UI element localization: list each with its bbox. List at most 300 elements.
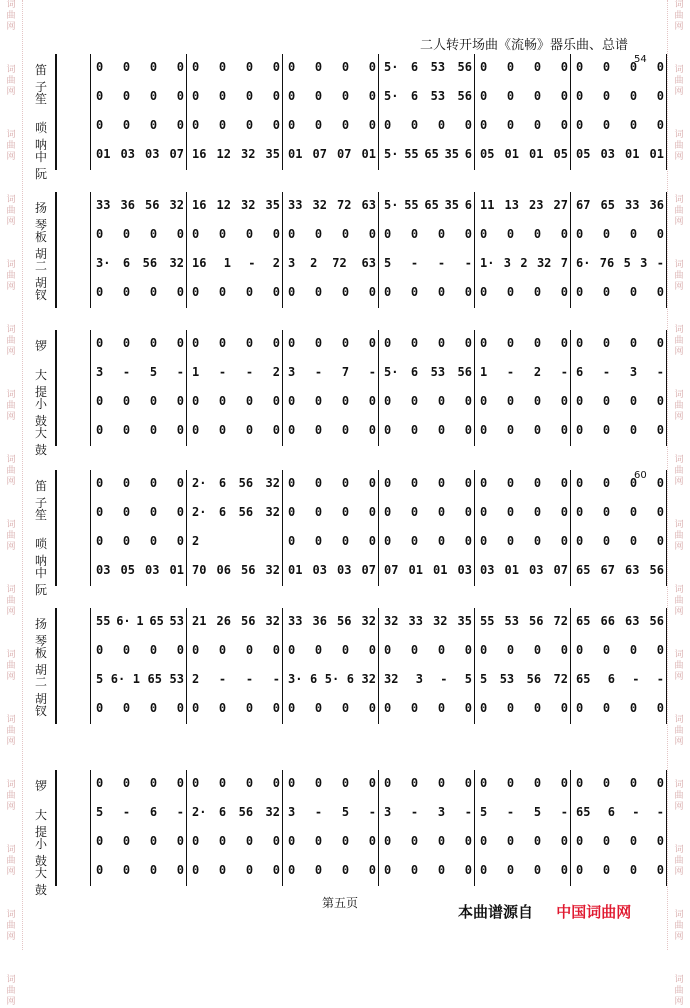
note-token: 0 xyxy=(576,227,584,241)
note-token: 5· xyxy=(384,60,399,74)
note-token: 0 xyxy=(533,863,542,877)
note-token: 55 xyxy=(404,147,419,161)
note-token: 27 xyxy=(553,198,568,212)
instrument-staff xyxy=(30,557,664,597)
watermark-group: 词 曲 网 xyxy=(6,390,16,422)
watermark-group: 词 曲 网 xyxy=(674,715,684,747)
note-token: 0 xyxy=(410,505,419,519)
note-token: - xyxy=(437,256,446,270)
note-token: 0 xyxy=(384,118,392,132)
note-token: 0 xyxy=(384,863,392,877)
note-token: 0 xyxy=(314,89,323,103)
note-token: 0 xyxy=(656,863,664,877)
note-token: 0 xyxy=(341,423,350,437)
note-token: 1 xyxy=(480,365,488,379)
note-token: 0 xyxy=(341,776,350,790)
note-token: 65 xyxy=(147,672,162,686)
barline xyxy=(90,470,91,499)
instrument-label: 锣 xyxy=(34,339,47,353)
score-title: 二人转开场曲《流畅》器乐曲、总谱 xyxy=(420,38,629,53)
barline xyxy=(90,417,91,446)
barline xyxy=(90,528,91,557)
note-token: - xyxy=(176,365,184,379)
note-token: - xyxy=(560,805,568,819)
note-token: 65 xyxy=(424,198,439,212)
measure xyxy=(572,336,668,350)
note-token: 03 xyxy=(96,563,111,577)
measure xyxy=(380,643,476,657)
note-token: 5 xyxy=(533,805,542,819)
note-token: 3 xyxy=(288,365,296,379)
note-token: - xyxy=(464,805,472,819)
measure xyxy=(476,227,572,241)
notes-row xyxy=(92,643,667,663)
note-token: - xyxy=(656,805,664,819)
note-token: 0 xyxy=(384,285,392,299)
note-token: 0 xyxy=(122,285,131,299)
measure xyxy=(188,118,284,132)
instrument-label: 钗 xyxy=(34,288,47,302)
note-token: 0 xyxy=(656,423,664,437)
note-token: 0 xyxy=(656,60,664,74)
measure xyxy=(476,834,572,848)
note-token: 0 xyxy=(602,701,611,715)
note-token: 0 xyxy=(314,701,323,715)
note-token: 0 xyxy=(656,476,664,490)
note-token: 32 xyxy=(265,476,280,490)
measure xyxy=(476,776,572,790)
note-token: 0 xyxy=(96,118,104,132)
note-token: 0 xyxy=(480,60,488,74)
note-token: 32 xyxy=(265,505,280,519)
note-token: 0 xyxy=(576,423,584,437)
note-token: 0 xyxy=(464,394,472,408)
note-token: 0 xyxy=(341,336,350,350)
watermark-group: 词 曲 网 xyxy=(6,585,16,617)
measure xyxy=(92,776,188,790)
note-token: 0 xyxy=(480,701,488,715)
note-token: 55 xyxy=(404,198,419,212)
measure xyxy=(284,118,380,132)
note-token: 12 xyxy=(216,198,231,212)
watermark-group: 词 曲 网 xyxy=(6,195,16,227)
measure xyxy=(572,776,668,790)
measure xyxy=(92,505,188,519)
note-token: 0 xyxy=(506,336,515,350)
note-token: 0 xyxy=(368,227,376,241)
note-token: 0 xyxy=(480,89,488,103)
note-token: - xyxy=(602,365,611,379)
measure xyxy=(284,365,380,379)
instrument-label: 笙 xyxy=(34,508,47,522)
note-token: 11 xyxy=(480,198,495,212)
note-token: 0 xyxy=(288,863,296,877)
measure xyxy=(572,643,668,657)
measure xyxy=(476,805,572,819)
note-token: 0 xyxy=(245,118,254,132)
note-token: 0 xyxy=(149,60,158,74)
notes-row xyxy=(92,701,667,721)
notes-row xyxy=(92,476,667,496)
measure xyxy=(284,563,380,577)
note-token: - xyxy=(560,365,568,379)
note-token: 07 xyxy=(384,563,399,577)
note-token: 5 xyxy=(96,672,104,686)
note-token: 0 xyxy=(656,89,664,103)
note-token: 0 xyxy=(245,89,254,103)
note-token: 0 xyxy=(122,863,131,877)
measure xyxy=(92,227,188,241)
instrument-staff xyxy=(30,637,664,677)
measure xyxy=(572,147,668,161)
note-token: 0 xyxy=(368,863,376,877)
measure xyxy=(476,394,572,408)
note-token: 01 xyxy=(288,563,303,577)
note-token: 0 xyxy=(368,643,376,657)
note-token: 76 xyxy=(599,256,615,270)
note-token: 0 xyxy=(368,834,376,848)
note-token: 0 xyxy=(149,394,158,408)
note-token: 0 xyxy=(341,505,350,519)
note-token: 0 xyxy=(149,643,158,657)
note-token: 66 xyxy=(600,614,615,628)
watermark-group: 词 曲 网 xyxy=(674,260,684,292)
note-token: 0 xyxy=(602,118,611,132)
note-token: 0 xyxy=(218,643,227,657)
instrument-staff xyxy=(30,828,664,868)
note-token: 0 xyxy=(384,534,392,548)
note-token: 36 xyxy=(120,198,135,212)
note-token: - xyxy=(368,805,376,819)
note-token: 53 xyxy=(504,614,519,628)
note-token: 0 xyxy=(560,89,568,103)
note-token: 0 xyxy=(656,227,664,241)
note-token: 01 xyxy=(361,147,376,161)
note-token: 0 xyxy=(480,505,488,519)
note-token: 0 xyxy=(410,776,419,790)
measure xyxy=(476,701,572,715)
measure xyxy=(572,863,668,877)
note-token: 01 xyxy=(408,563,423,577)
note-token: 0 xyxy=(656,776,664,790)
note-token: 6 xyxy=(607,672,615,686)
note-token: - xyxy=(272,672,280,686)
note-token: - xyxy=(464,256,472,270)
note-token: 0 xyxy=(122,776,131,790)
note-token: 23 xyxy=(529,198,544,212)
note-token: 0 xyxy=(560,701,568,715)
note-token: 0 xyxy=(480,118,488,132)
note-token: 0 xyxy=(506,476,515,490)
note-token: 0 xyxy=(272,863,280,877)
watermark-group: 词 曲 网 xyxy=(6,650,16,682)
measure xyxy=(92,643,188,657)
note-token: 55 xyxy=(96,614,111,628)
note-token: 0 xyxy=(176,476,184,490)
note-token: 0 xyxy=(533,643,542,657)
note-token: 5· xyxy=(384,198,399,212)
note-token: 72 xyxy=(337,198,352,212)
note-token: 0 xyxy=(560,505,568,519)
watermark-group: 词 曲 网 xyxy=(674,130,684,162)
note-token: 0 xyxy=(410,476,419,490)
note-token: 0 xyxy=(576,863,584,877)
measure xyxy=(380,365,476,379)
note-token: 0 xyxy=(368,394,376,408)
notes-row xyxy=(92,394,667,414)
note-token: 0 xyxy=(368,534,376,548)
note-token: 05 xyxy=(576,147,591,161)
instrument-label: 唢呐 xyxy=(34,121,47,152)
watermark-group: 词 曲 网 xyxy=(674,65,684,97)
note-token: 33 xyxy=(288,614,303,628)
note-token: 16 xyxy=(192,256,207,270)
instrument-label: 中阮 xyxy=(34,566,47,597)
instrument-label: 板胡 xyxy=(34,646,47,677)
watermark-group: 词 曲 网 xyxy=(6,325,16,357)
note-token: 0 xyxy=(245,336,254,350)
notes-row xyxy=(92,227,667,247)
note-token: 0 xyxy=(368,505,376,519)
note-token: 0 xyxy=(506,423,515,437)
barline xyxy=(90,83,91,112)
measure xyxy=(92,256,188,270)
note-token: 72 xyxy=(332,256,347,270)
measure xyxy=(188,336,284,350)
note-token: 0 xyxy=(218,701,227,715)
note-token: 32 xyxy=(265,614,280,628)
note-token: 0 xyxy=(288,534,296,548)
measure xyxy=(92,118,188,132)
note-token: 0 xyxy=(96,60,104,74)
note-token: 65 xyxy=(576,672,591,686)
note-token: 6· xyxy=(576,256,591,270)
measure xyxy=(572,60,668,74)
note-token: 0 xyxy=(245,643,254,657)
note-token: 0 xyxy=(602,776,611,790)
watermark-group: 词 曲 网 xyxy=(6,0,16,32)
note-token: 36 xyxy=(312,614,327,628)
note-token: 56 xyxy=(238,505,254,519)
measure xyxy=(380,256,476,270)
note-token: 0 xyxy=(656,534,664,548)
instrument-label: 扬琴 xyxy=(34,201,47,232)
measure xyxy=(92,672,188,686)
measure xyxy=(188,672,284,686)
note-token: 5 xyxy=(480,672,488,686)
note-token: 0 xyxy=(192,89,200,103)
measure xyxy=(92,563,188,577)
note-token: - xyxy=(218,365,227,379)
note-token: 0 xyxy=(629,285,638,299)
note-token: 0 xyxy=(341,89,350,103)
measure xyxy=(572,227,668,241)
note-token: 0 xyxy=(96,285,104,299)
barline xyxy=(90,637,91,666)
note-token: 0 xyxy=(341,60,350,74)
note-token: 0 xyxy=(272,336,280,350)
note-token: 0 xyxy=(506,776,515,790)
note-token: 3· xyxy=(288,672,303,686)
measure xyxy=(572,285,668,299)
note-token: 0 xyxy=(533,834,542,848)
note-token: 32 xyxy=(433,614,448,628)
watermark-group: 词 曲 网 xyxy=(674,585,684,617)
note-token: 6 xyxy=(122,256,131,270)
notes-row xyxy=(92,365,667,385)
note-token: 2· xyxy=(192,505,207,519)
instrument-staff xyxy=(30,799,664,839)
note-token: 0 xyxy=(410,118,419,132)
note-token: 3 xyxy=(629,365,638,379)
note-token: 65 xyxy=(149,614,164,628)
note-token: 0 xyxy=(629,89,638,103)
note-token: 6· xyxy=(110,672,126,686)
note-token: 0 xyxy=(464,643,472,657)
note-token: 0 xyxy=(149,476,158,490)
note-token: 0 xyxy=(272,60,280,74)
note-token: 0 xyxy=(122,834,131,848)
source-site[interactable]: 中国词曲网 xyxy=(556,903,632,921)
note-token: 0 xyxy=(576,336,584,350)
measure xyxy=(188,256,284,270)
note-token: 0 xyxy=(464,505,472,519)
note-token: 0 xyxy=(368,476,376,490)
note-token: 0 xyxy=(149,505,158,519)
note-token: 0 xyxy=(560,863,568,877)
note-token: 16 xyxy=(192,147,207,161)
note-token: 0 xyxy=(656,643,664,657)
note-token: 0 xyxy=(656,701,664,715)
note-token: 0 xyxy=(314,394,323,408)
measure xyxy=(572,672,668,686)
instrument-label: 锣 xyxy=(34,779,47,793)
instrument-staff xyxy=(30,499,664,528)
instrument-label: 扬琴 xyxy=(34,617,47,648)
measure xyxy=(284,672,380,686)
note-token: 12 xyxy=(216,147,231,161)
note-token: 56 xyxy=(457,60,472,74)
note-token: 0 xyxy=(576,505,584,519)
measure xyxy=(380,534,476,548)
note-token: 0 xyxy=(560,834,568,848)
note-token: 0 xyxy=(149,834,158,848)
note-token: 0 xyxy=(176,60,184,74)
measure xyxy=(380,805,476,819)
note-token: 2· xyxy=(192,805,207,819)
note-token: 0 xyxy=(410,336,419,350)
barline xyxy=(90,250,91,279)
note-token: 0 xyxy=(341,643,350,657)
note-token: 0 xyxy=(176,863,184,877)
measure xyxy=(188,863,284,877)
note-token: 0 xyxy=(437,776,446,790)
note-token: 0 xyxy=(192,336,200,350)
note-token: 33 xyxy=(625,198,640,212)
note-token: 0 xyxy=(533,118,542,132)
note-token: 0 xyxy=(437,227,446,241)
note-token: 5 xyxy=(96,805,104,819)
note-token: 32 xyxy=(536,256,552,270)
measure xyxy=(188,147,284,161)
note-token: - xyxy=(440,672,448,686)
note-token: 2 xyxy=(520,256,528,270)
note-token: - xyxy=(410,805,419,819)
note-token: 32 xyxy=(384,614,399,628)
note-token: 0 xyxy=(245,423,254,437)
note-token: - xyxy=(656,672,664,686)
note-token: 0 xyxy=(176,285,184,299)
instrument-label: 二胡 xyxy=(34,259,47,290)
note-token: 35 xyxy=(265,198,280,212)
barline xyxy=(90,666,91,695)
note-token: 0 xyxy=(314,285,323,299)
instrument-staff xyxy=(30,192,664,232)
measure xyxy=(572,563,668,577)
barline xyxy=(90,695,91,724)
note-token: 0 xyxy=(576,701,584,715)
note-token: 32 xyxy=(169,198,184,212)
measure xyxy=(92,863,188,877)
measure xyxy=(572,394,668,408)
note-token: 0 xyxy=(629,834,638,848)
notes-row xyxy=(92,336,667,356)
measure xyxy=(572,834,668,848)
note-token: 0 xyxy=(506,60,515,74)
note-token: 35 xyxy=(444,198,460,212)
note-token: 07 xyxy=(169,147,184,161)
note-token: 5 xyxy=(464,672,472,686)
note-token: 0 xyxy=(176,776,184,790)
note-token: 0 xyxy=(437,863,446,877)
note-token: 16 xyxy=(192,198,207,212)
note-token: 0 xyxy=(245,227,254,241)
note-token: 0 xyxy=(218,60,227,74)
note-token: 0 xyxy=(576,60,584,74)
note-token: 0 xyxy=(629,227,638,241)
note-token: 0 xyxy=(533,534,542,548)
note-token: - xyxy=(632,805,640,819)
note-token: 63 xyxy=(625,614,640,628)
note-token: 0 xyxy=(96,776,104,790)
note-token: 0 xyxy=(96,834,104,848)
measure xyxy=(572,505,668,519)
note-token: 0 xyxy=(314,534,323,548)
note-token: 0 xyxy=(602,863,611,877)
note-token: 0 xyxy=(629,776,638,790)
note-token: 3 xyxy=(503,256,512,270)
note-token: 0 xyxy=(272,701,280,715)
note-token: 53 xyxy=(430,89,446,103)
note-token: 07 xyxy=(553,563,568,577)
note-token: 0 xyxy=(218,227,227,241)
note-token: 0 xyxy=(533,89,542,103)
note-token: 3 xyxy=(415,672,423,686)
note-token: 0 xyxy=(410,423,419,437)
note-token: 0 xyxy=(384,394,392,408)
note-token: 0 xyxy=(272,285,280,299)
note-token: 0 xyxy=(314,227,323,241)
measure xyxy=(188,834,284,848)
note-token: 35 xyxy=(444,147,460,161)
measure xyxy=(572,365,668,379)
note-token: 53 xyxy=(499,672,515,686)
notes-row xyxy=(92,672,667,692)
score-system xyxy=(30,608,664,724)
note-token: 0 xyxy=(533,423,542,437)
measure xyxy=(284,805,380,819)
measure xyxy=(92,834,188,848)
